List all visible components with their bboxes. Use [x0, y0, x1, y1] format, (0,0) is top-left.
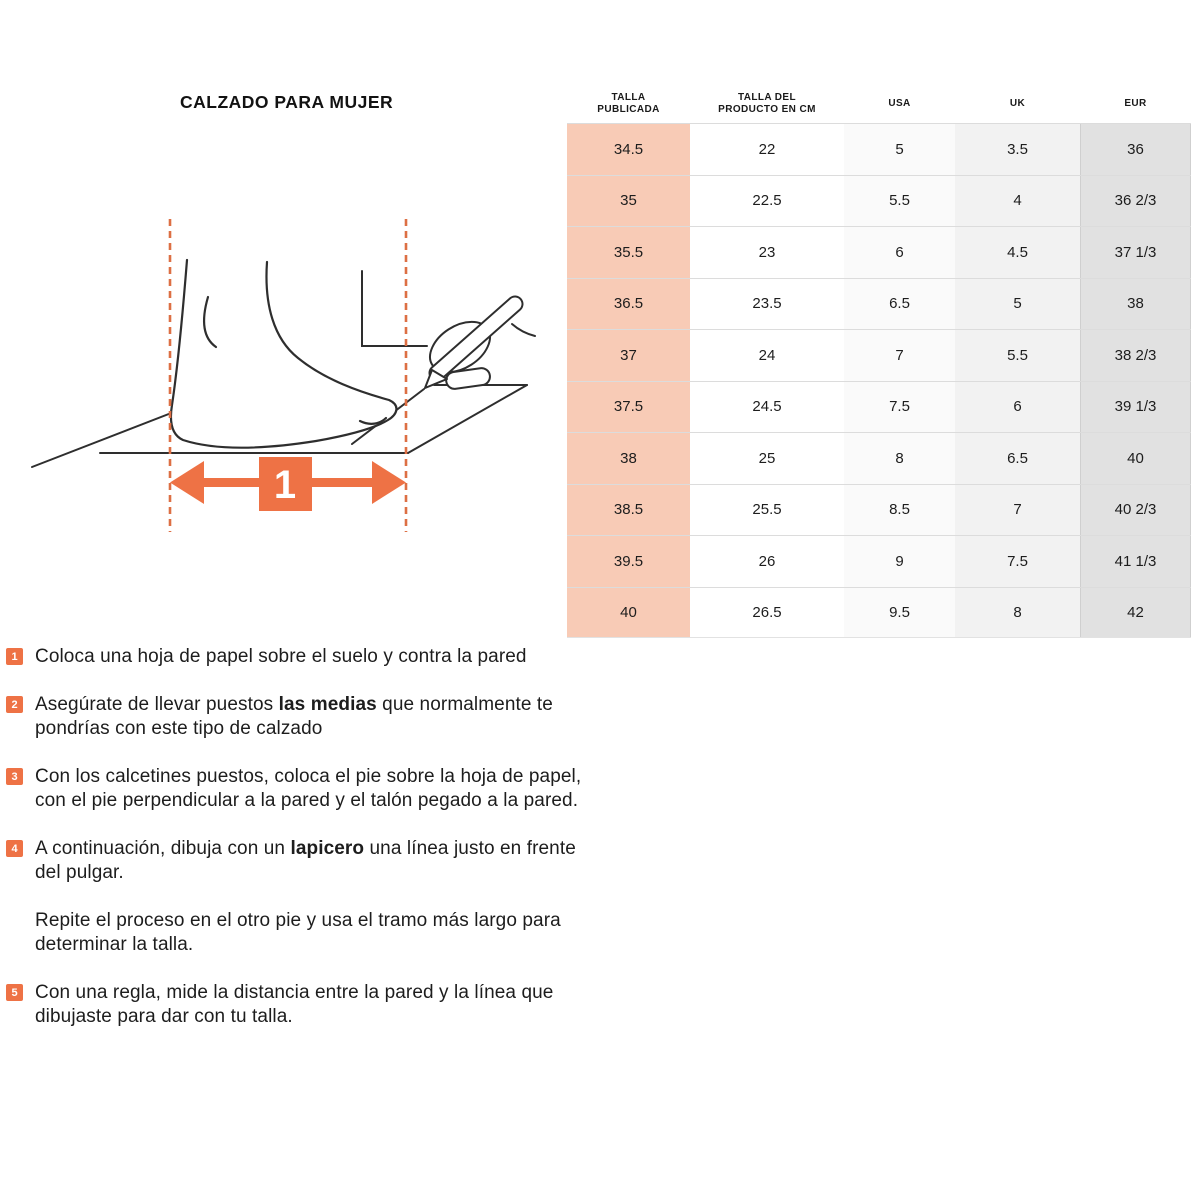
table-cell: 8 — [955, 588, 1080, 638]
instruction-item — [6, 765, 586, 813]
table-row — [567, 484, 1191, 536]
table-cell: 6 — [844, 227, 955, 278]
step-number-badge: 5 — [6, 984, 23, 1001]
table-cell: 37 1/3 — [1080, 227, 1191, 278]
instruction-text: Con los calcetines puestos, coloca el pie sobre la hoja de papel, con el pie perpendicular a la pared y el talón pegado a la pared. — [35, 766, 582, 811]
table-cell: 35 — [567, 176, 690, 227]
table-cell: 41 1/3 — [1080, 536, 1191, 587]
wall-corner-lines — [362, 271, 427, 346]
step-number-badge: 1 — [6, 648, 23, 665]
size-table-body — [567, 123, 1191, 638]
table-cell: 37.5 — [567, 382, 690, 433]
instruction-item — [6, 645, 586, 669]
table-cell: 5.5 — [844, 176, 955, 227]
size-chart-table — [567, 85, 1191, 638]
instruction-text: Repite el proceso en el otro pie y usa el tramo más largo para determinar la talla. — [35, 910, 561, 955]
table-cell: 6.5 — [844, 279, 955, 330]
table-cell: 36.5 — [567, 279, 690, 330]
column-header: TALLA PUBLICADA — [597, 92, 660, 115]
table-cell: 5 — [955, 279, 1080, 330]
column-header: EUR — [1124, 98, 1147, 109]
table-cell: 26 — [690, 536, 844, 587]
step-number-badge: 4 — [6, 840, 23, 857]
table-row — [567, 175, 1191, 227]
table-cell: 38 2/3 — [1080, 330, 1191, 381]
instruction-item — [6, 981, 586, 1029]
table-cell: 40 2/3 — [1080, 485, 1191, 536]
table-row — [567, 226, 1191, 278]
column-header: TALLA DEL PRODUCTO EN CM — [718, 92, 816, 115]
step-number-badge: 2 — [6, 696, 23, 713]
table-cell: 5.5 — [955, 330, 1080, 381]
table-cell: 40 — [567, 588, 690, 638]
table-cell: 22 — [690, 124, 844, 175]
table-cell: 36 — [1080, 124, 1191, 175]
table-row — [567, 381, 1191, 433]
table-cell: 39.5 — [567, 536, 690, 587]
table-cell: 37 — [567, 330, 690, 381]
table-cell: 9.5 — [844, 588, 955, 638]
step-number-badge: 3 — [6, 768, 23, 785]
instruction-text: Asegúrate de llevar puestos las medias que normalmente te pondrías con este tipo de calzado — [35, 694, 553, 739]
table-cell: 7.5 — [844, 382, 955, 433]
table-row — [567, 432, 1191, 484]
step-1-marker-label: 1 — [273, 463, 297, 507]
table-cell: 8 — [844, 433, 955, 484]
instruction-text: Coloca una hoja de papel sobre el suelo y contra la pared — [35, 646, 527, 667]
pen-icon — [421, 304, 535, 390]
table-cell: 39 1/3 — [1080, 382, 1191, 433]
column-header: UK — [1009, 98, 1026, 109]
instruction-text: Con una regla, mide la distancia entre la pared y la línea que dibujaste para dar con tu talla. — [35, 982, 554, 1027]
table-cell: 36 2/3 — [1080, 176, 1191, 227]
table-cell: 7.5 — [955, 536, 1080, 587]
table-cell: 26.5 — [690, 588, 844, 638]
table-cell: 22.5 — [690, 176, 844, 227]
table-cell: 7 — [955, 485, 1080, 536]
table-cell: 34.5 — [567, 124, 690, 175]
table-cell: 6.5 — [955, 433, 1080, 484]
table-cell: 38 — [1080, 279, 1191, 330]
page-title: CALZADO PARA MUJER — [180, 92, 394, 112]
table-row — [567, 278, 1191, 330]
table-row — [567, 123, 1191, 175]
instruction-text: A continuación, dibuja con un lapicero una línea justo en frente del pulgar. — [35, 838, 576, 883]
table-row — [567, 329, 1191, 381]
table-cell: 38 — [567, 433, 690, 484]
instructions-list — [6, 645, 586, 1053]
table-cell: 5 — [844, 124, 955, 175]
table-cell: 7 — [844, 330, 955, 381]
table-cell: 25 — [690, 433, 844, 484]
instruction-item — [6, 909, 586, 957]
table-cell: 42 — [1080, 588, 1191, 638]
table-cell: 4 — [955, 176, 1080, 227]
table-cell: 8.5 — [844, 485, 955, 536]
table-cell: 6 — [955, 382, 1080, 433]
table-cell: 25.5 — [690, 485, 844, 536]
table-cell: 4.5 — [955, 227, 1080, 278]
instruction-item — [6, 837, 586, 885]
table-cell: 38.5 — [567, 485, 690, 536]
table-row — [567, 535, 1191, 587]
table-cell: 23 — [690, 227, 844, 278]
table-cell: 24.5 — [690, 382, 844, 433]
table-cell: 23.5 — [690, 279, 844, 330]
table-cell: 3.5 — [955, 124, 1080, 175]
table-cell: 24 — [690, 330, 844, 381]
column-header: USA — [888, 98, 911, 109]
foot-measure-illustration — [20, 195, 560, 545]
table-header-row — [567, 85, 1191, 123]
instruction-item — [6, 693, 586, 741]
table-cell: 40 — [1080, 433, 1191, 484]
table-cell: 35.5 — [567, 227, 690, 278]
table-cell: 9 — [844, 536, 955, 587]
measure-arrow — [170, 457, 406, 511]
table-row — [567, 587, 1191, 639]
